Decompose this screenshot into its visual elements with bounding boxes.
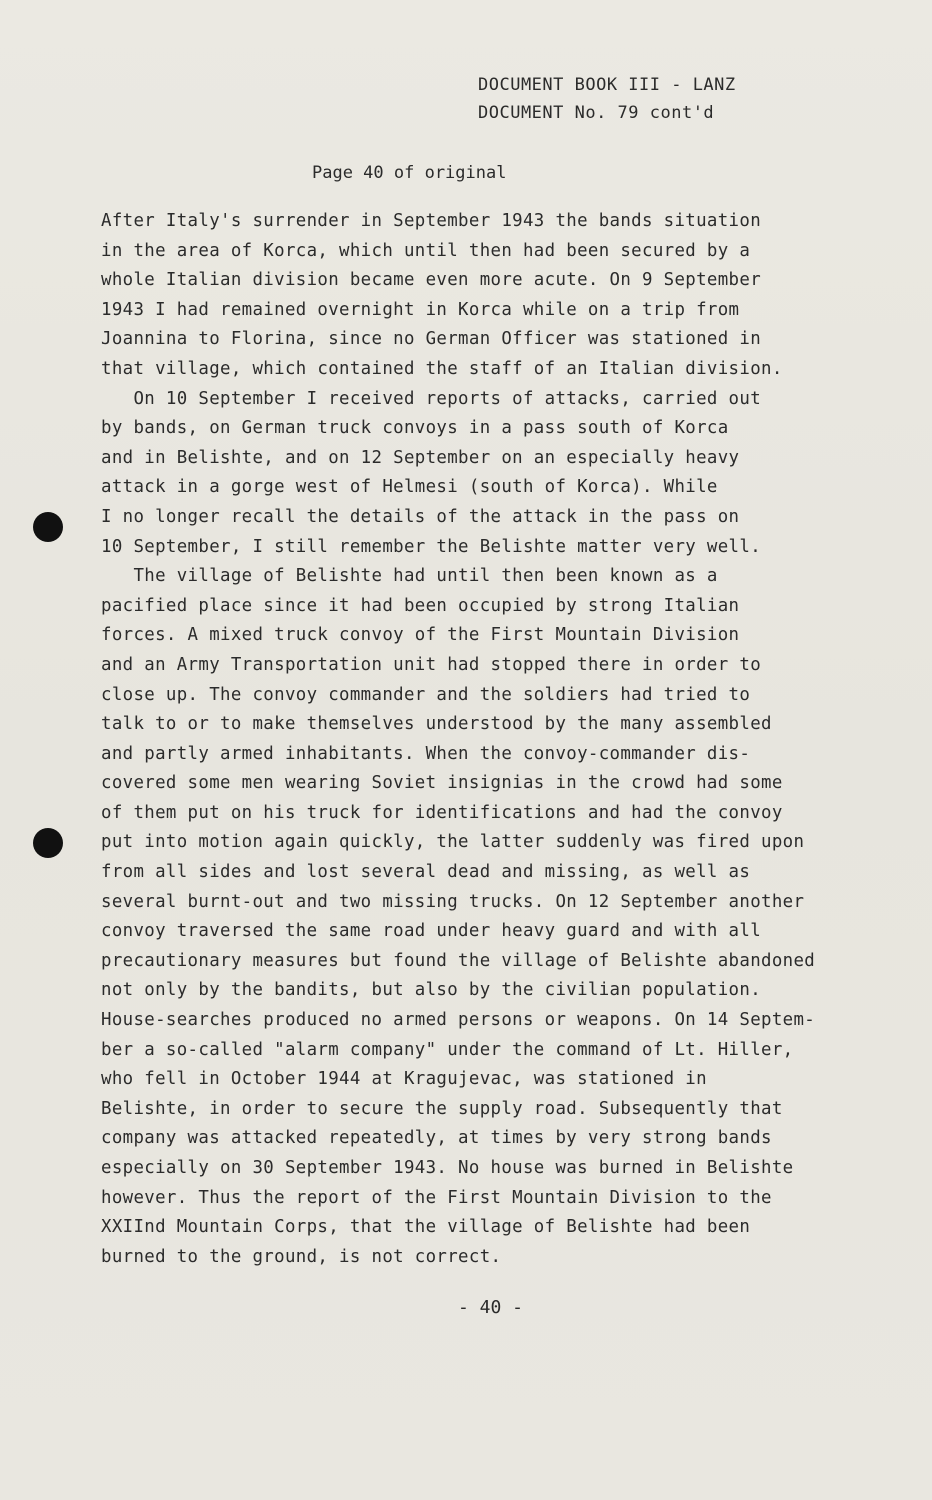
- page-number: - 40 -: [458, 1297, 524, 1318]
- text-line: from all sides and lost several dead and missing, as well as: [101, 862, 751, 883]
- text-line: and in Belishte, and on 12 September on an especially heavy: [101, 447, 740, 468]
- text-line: especially on 30 September 1943. No house was burned in Belishte: [101, 1158, 794, 1178]
- text-line: company was attacked repeatedly, at times by very strong bands: [101, 1128, 772, 1149]
- original-page-reference: Page 40 of original: [312, 163, 507, 183]
- text-line: precautionary measures but found the village of Belishte abandoned: [101, 950, 816, 971]
- text-line: XXIInd Mountain Corps, that the village of Belishte had been: [101, 1217, 751, 1238]
- text-line: attack in a gorge west of Helmesi (south of Korca). While: [101, 477, 718, 498]
- text-line: 10 September, I still remember the Belishte matter very well.: [101, 536, 762, 557]
- text-line: that village, which contained the staff of an Italian division.: [101, 358, 783, 379]
- text-line: On 10 September I received reports of attacks, carried out: [101, 388, 762, 409]
- text-line: and an Army Transportation unit had stopped there in order to: [101, 654, 762, 675]
- text-line: I no longer recall the details of the attack in the pass on: [101, 506, 740, 527]
- document-number-heading: DOCUMENT No. 79 cont'd: [478, 103, 715, 123]
- text-line: however. Thus the report of the First Mountain Division to the: [101, 1187, 772, 1208]
- text-line: Joannina to Florina, since no German Officer was stationed in: [101, 329, 762, 350]
- document-body: [101, 207, 891, 1272]
- text-line: convoy traversed the same road under heavy guard and with all: [101, 921, 762, 942]
- text-line: by bands, on German truck convoys in a pass south of Korca: [101, 418, 729, 439]
- text-line: in the area of Korca, which until then had been secured by a: [101, 240, 751, 261]
- punch-hole: [33, 512, 63, 542]
- text-line: pacified place since it had been occupied by strong Italian: [101, 595, 740, 616]
- text-line: House-searches produced no armed persons or weapons. On 14 Septem-: [101, 1010, 816, 1031]
- text-line: not only by the bandits, but also by the civilian population.: [101, 980, 762, 1001]
- text-line: who fell in October 1944 at Kragujevac, was stationed in: [101, 1069, 707, 1090]
- document-book-heading: DOCUMENT BOOK III - LANZ: [478, 75, 736, 95]
- text-line: talk to or to make themselves understood by the many assembled: [101, 714, 772, 735]
- text-line: of them put on his truck for identifications and had the convoy: [101, 802, 783, 823]
- text-line: forces. A mixed truck convoy of the First Mountain Division: [101, 625, 740, 646]
- text-line: close up. The convoy commander and the soldiers had tried to: [101, 684, 751, 705]
- text-line: The village of Belishte had until then been known as a: [101, 566, 718, 587]
- text-line: put into motion again quickly, the latter suddenly was fired upon: [101, 832, 805, 853]
- text-line: and partly armed inhabitants. When the convoy-commander dis-: [101, 743, 751, 764]
- text-line: several burnt-out and two missing trucks. On 12 September another: [101, 891, 805, 912]
- text-line: Belishte, in order to secure the supply road. Subsequently that: [101, 1098, 783, 1119]
- text-line: ber a so-called "alarm company" under the command of Lt. Hiller,: [101, 1039, 794, 1060]
- text-line: burned to the ground, is not correct.: [101, 1246, 502, 1267]
- text-line: whole Italian division became even more acute. On 9 September: [101, 270, 762, 291]
- text-line: After Italy's surrender in September 1943 the bands situation: [101, 211, 762, 231]
- text-line: 1943 I had remained overnight in Korca while on a trip from: [101, 299, 740, 320]
- text-line: covered some men wearing Soviet insignias in the crowd had some: [101, 773, 783, 794]
- punch-hole: [33, 828, 63, 858]
